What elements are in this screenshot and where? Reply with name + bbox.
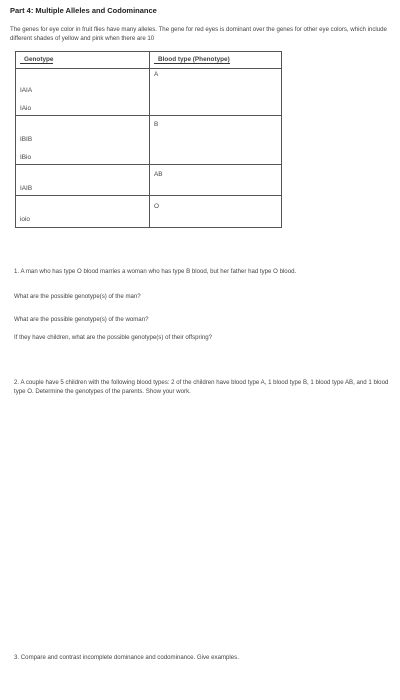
question-2-text: 2. A couple have 5 children with the following blood types: 2 of the children have blood type A, 1 blood type B, 1 blood type AB, and 1 blood type O. Determine the genotypes of the parents. Show your work. [14, 379, 389, 395]
genotype-cell: IAio [20, 105, 32, 112]
genotype-cell: IAIA [20, 87, 33, 94]
phenotype-cell: A [154, 71, 159, 78]
intro-paragraph: The genes for eye color in fruit flies have many alleles. The gene for red eyes is dominant over the genes for other eye colors, which include different shades of yellow and pink when there are 10 [10, 26, 387, 42]
table-header-row [16, 52, 282, 69]
phenotype-header: Blood type (Phenotype) [150, 52, 282, 69]
genotype-cell: IBio [20, 154, 32, 161]
question-1-offspring: If they have children, what are the possible genotype(s) of their offspring? [14, 334, 213, 341]
genotype-cell: ioio [20, 216, 30, 223]
question-1-text: 1. A man who has type O blood marries a woman who has type B blood, but her father had type O blood. [14, 268, 297, 275]
phenotype-cell: B [154, 121, 159, 128]
genotype-cell: IBIB [20, 136, 33, 143]
phenotype-cell: AB [154, 171, 163, 178]
table-row [16, 165, 282, 196]
table-row [16, 116, 282, 165]
table-row [16, 69, 282, 116]
question-1-man: What are the possible genotype(s) of the man? [14, 293, 141, 300]
blood-type-table [15, 51, 282, 228]
phenotype-cell: O [154, 203, 159, 210]
question-1-woman: What are the possible genotype(s) of the woman? [14, 316, 149, 323]
table-row [16, 196, 282, 228]
section-title: Part 4: Multiple Alleles and Codominance [10, 6, 157, 15]
genotype-cell: IAIB [20, 185, 33, 192]
genotype-header: Genotype [16, 52, 150, 69]
question-3-text: 3. Compare and contrast incomplete dominance and codominance. Give examples. [14, 654, 239, 661]
